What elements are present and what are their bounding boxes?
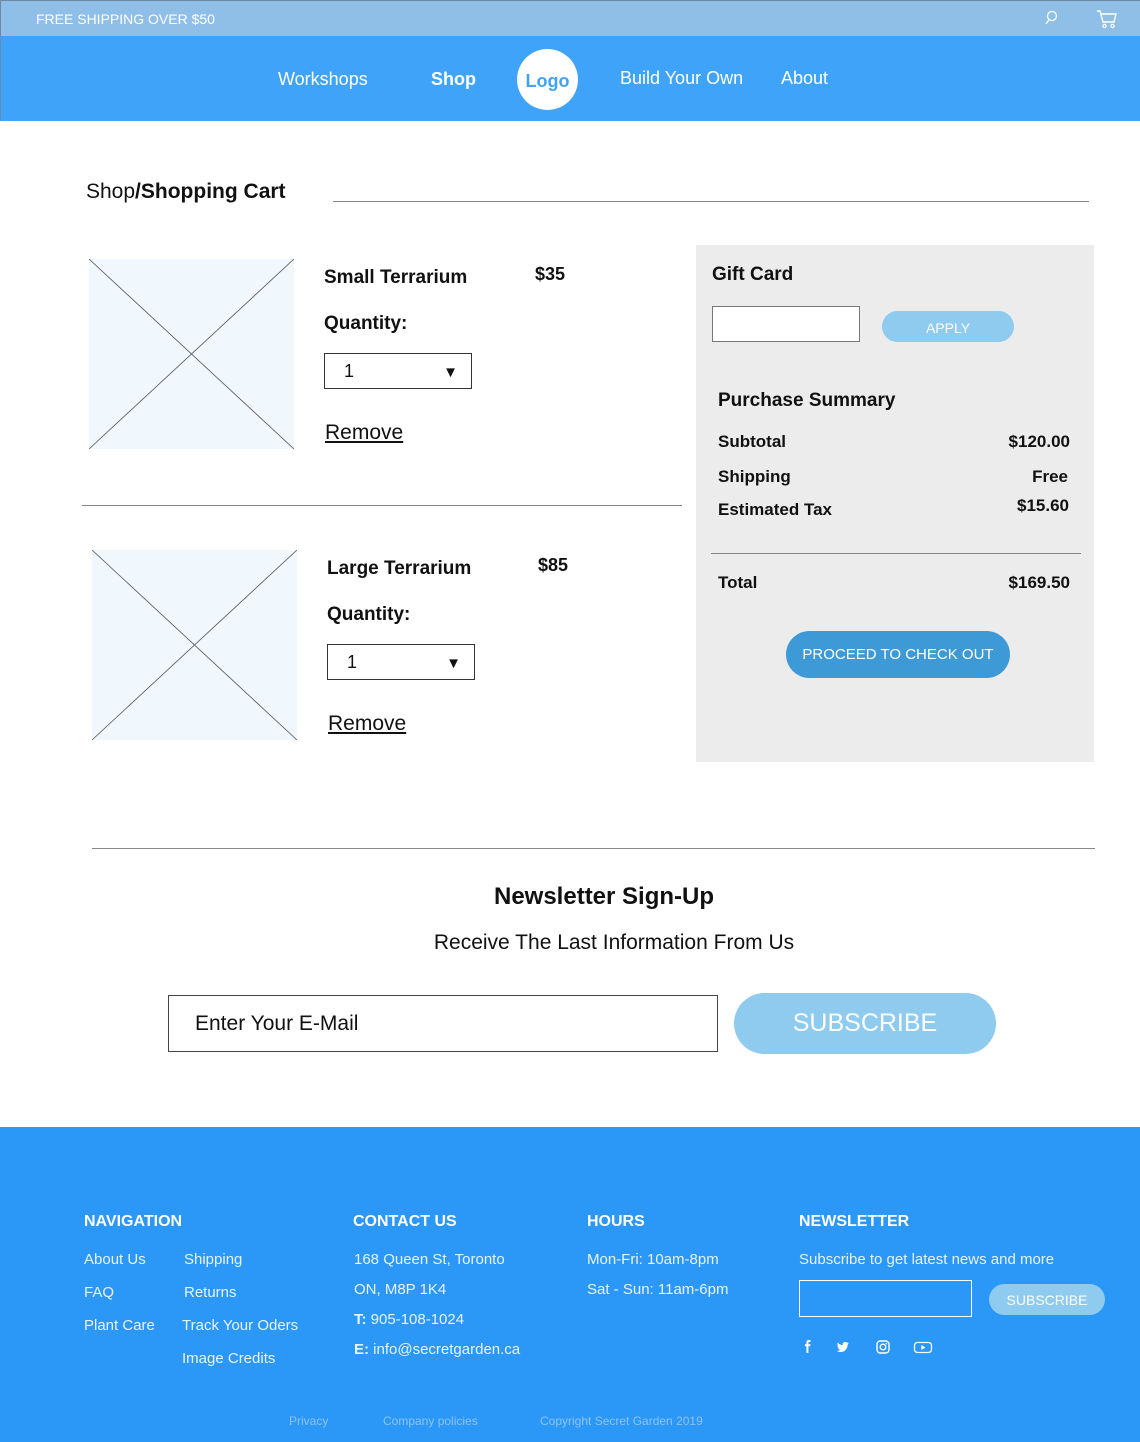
footer-link-faq[interactable]: FAQ [84,1284,115,1301]
dropdown-arrow-icon: ▼ [446,655,461,672]
item-price: $85 [538,555,569,575]
quantity-label: Quantity: [327,604,411,625]
quantity-value: 1 [344,361,355,381]
total-label: Total [718,573,758,592]
footer-phone [354,1311,464,1328]
footer-hours-title: HOURS [587,1213,645,1230]
item-name: Large Terrarium [327,558,472,579]
item-name: Small Terrarium [324,267,468,288]
footer-newsletter-text: Subscribe to get latest news and more [799,1251,1055,1268]
footer-newsletter-title: NEWSLETTER [799,1213,910,1230]
phone-number[interactable]: 905-108-1024 [370,1311,465,1328]
quantity-select[interactable] [324,353,472,389]
search-icon[interactable] [1044,10,1058,26]
email-address[interactable]: info@secretgarden.ca [373,1341,521,1358]
footer-link-about-us[interactable]: About Us [84,1251,146,1268]
nav-about[interactable]: About [781,68,829,88]
footer-copyright: Copyright Secret Garden 2019 [540,1414,703,1428]
newsletter-subtitle: Receive The Last Information From Us [433,931,795,954]
proceed-to-checkout-button[interactable]: PROCEED TO CHECK OUT [786,631,1010,678]
footer-address-line2: ON, M8P 1K4 [354,1281,447,1298]
footer-link-shipping[interactable]: Shipping [184,1251,243,1268]
nav-workshops[interactable]: Workshops [278,69,368,89]
product-image-placeholder [92,550,297,740]
breadcrumb-shop[interactable]: Shop [86,180,136,203]
free-shipping-banner: FREE SHIPPING OVER $50 [36,11,215,27]
dropdown-arrow-icon: ▼ [443,364,458,381]
newsletter-divider [92,848,1095,849]
footer-link-plant-care[interactable]: Plant Care [84,1317,155,1334]
item-price: $35 [535,264,566,284]
breadcrumb-divider [333,201,1089,202]
newsletter-subscribe-button[interactable]: SUBSCRIBE [734,993,996,1054]
logo[interactable]: Logo [517,49,578,110]
nav-build-your-own[interactable]: Build Your Own [620,68,744,88]
item-divider [82,505,682,506]
breadcrumb [86,180,286,204]
quantity-label: Quantity: [324,313,408,334]
footer-link-returns[interactable]: Returns [184,1284,237,1301]
newsletter-title: Newsletter Sign-Up [493,883,715,910]
summary-divider [711,553,1081,554]
footer-newsletter-input[interactable] [799,1280,972,1317]
newsletter-email-input[interactable]: Enter Your E-Mail [168,995,718,1052]
remove-link[interactable]: Remove [328,712,407,735]
apply-button[interactable]: APPLY [882,311,1014,342]
estimated-tax-value: $15.60 [1017,496,1069,515]
footer-contact-title: CONTACT US [353,1213,457,1230]
remove-link[interactable]: Remove [325,421,404,444]
product-image-placeholder [89,259,294,449]
footer-company-policies-link[interactable]: Company policies [383,1414,478,1428]
facebook-icon[interactable] [800,1339,816,1355]
footer-link-track-orders[interactable]: Track Your Oders [182,1317,299,1334]
youtube-icon[interactable] [913,1339,933,1355]
email-label: E: [354,1341,369,1358]
total-value: $169.50 [1008,573,1070,592]
quantity-value: 1 [347,652,358,672]
footer-subscribe-button[interactable]: SUBSCRIBE [989,1284,1105,1315]
footer-address-line1: 168 Queen St, Toronto [354,1251,505,1268]
breadcrumb-current: Shopping Cart [140,180,286,203]
estimated-tax-label: Estimated Tax [718,500,833,519]
footer-hours-weekday: Mon-Fri: 10am-8pm [587,1251,719,1268]
phone-label: T: [354,1311,367,1328]
shipping-label: Shipping [718,467,791,486]
cart-icon[interactable] [1096,9,1118,29]
footer-link-image-credits[interactable]: Image Credits [182,1350,276,1367]
footer-email [354,1341,520,1358]
footer-privacy-link[interactable]: Privacy [289,1414,329,1428]
footer-hours-weekend: Sat - Sun: 11am-6pm [587,1281,729,1298]
quantity-select[interactable] [327,644,475,680]
footer-navigation-title: NAVIGATION [84,1213,183,1230]
gift-card-input[interactable] [712,306,860,342]
twitter-icon[interactable] [835,1339,851,1355]
instagram-icon[interactable] [875,1339,891,1355]
subtotal-value: $120.00 [1008,432,1070,451]
subtotal-label: Subtotal [718,432,786,451]
nav-shop[interactable]: Shop [431,69,476,89]
gift-card-title: Gift Card [712,264,794,285]
breadcrumb-separator: / [135,180,141,203]
shipping-value: Free [1032,467,1068,486]
purchase-summary-title: Purchase Summary [718,390,896,411]
